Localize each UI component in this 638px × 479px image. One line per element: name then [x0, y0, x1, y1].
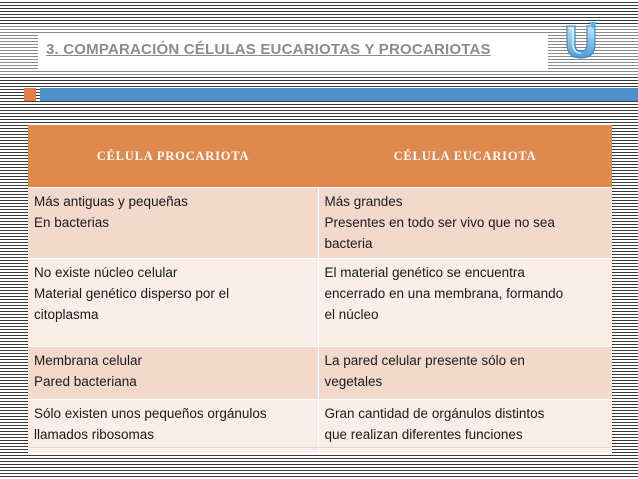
- table-row: [28, 188, 612, 259]
- table-row: [28, 259, 612, 347]
- cell-line: Más antiguas y pequeñas: [34, 194, 188, 209]
- comparison-table: [28, 125, 612, 453]
- cell-line: Material genético disperso por el: [34, 286, 230, 301]
- cell-line: Presentes en todo ser vivo que no sea: [324, 215, 555, 230]
- cell-line: La pared celular presente sólo en: [324, 353, 525, 368]
- cell-line: vegetales: [324, 374, 383, 389]
- table-header-row: [28, 125, 612, 188]
- cell-procariota: [28, 259, 318, 347]
- cell-line: Más grandes: [324, 194, 403, 209]
- u-logo-icon: [563, 20, 599, 60]
- table-row: [28, 400, 612, 453]
- cell-procariota: [28, 400, 318, 453]
- cell-line: llamados ribosomas: [34, 427, 155, 442]
- cell-line: El material genético se encuentra: [324, 265, 525, 280]
- cell-line: Membrana celular: [34, 353, 143, 368]
- accent-bar: [40, 88, 638, 101]
- cell-line: Gran cantidad de orgánulos distintos: [324, 406, 545, 421]
- cell-line: bacteria: [324, 236, 373, 251]
- cell-line: encerrado en una membrana, formando: [324, 286, 564, 301]
- header-eucariota: CÉLULA EUCARIOTA: [318, 125, 612, 188]
- cell-line: En bacterias: [34, 215, 110, 230]
- table-bottom-rule: [28, 447, 612, 448]
- cell-line: el núcleo: [324, 307, 379, 322]
- cell-procariota: [28, 188, 318, 259]
- cell-line: Pared bacteriana: [34, 374, 137, 389]
- cell-line: No existe núcleo celular: [34, 265, 178, 280]
- table-row: [28, 347, 612, 400]
- accent-square: [24, 88, 36, 101]
- comparison-table-container: [28, 125, 612, 448]
- cell-eucariota: [318, 188, 612, 259]
- cell-eucariota: [318, 347, 612, 400]
- header-procariota: CÉLULA PROCARIOTA: [28, 125, 318, 188]
- slide-title: 3. COMPARACIÓN CÉLULAS EUCARIOTAS Y PROCARIOTAS: [46, 41, 491, 58]
- cell-eucariota: [318, 259, 612, 347]
- cell-line: citoplasma: [34, 307, 99, 322]
- cell-line: Sólo existen unos pequeños orgánulos: [34, 406, 267, 421]
- cell-procariota: [28, 347, 318, 400]
- cell-eucariota: [318, 400, 612, 453]
- cell-line: que realizan diferentes funciones: [324, 427, 523, 442]
